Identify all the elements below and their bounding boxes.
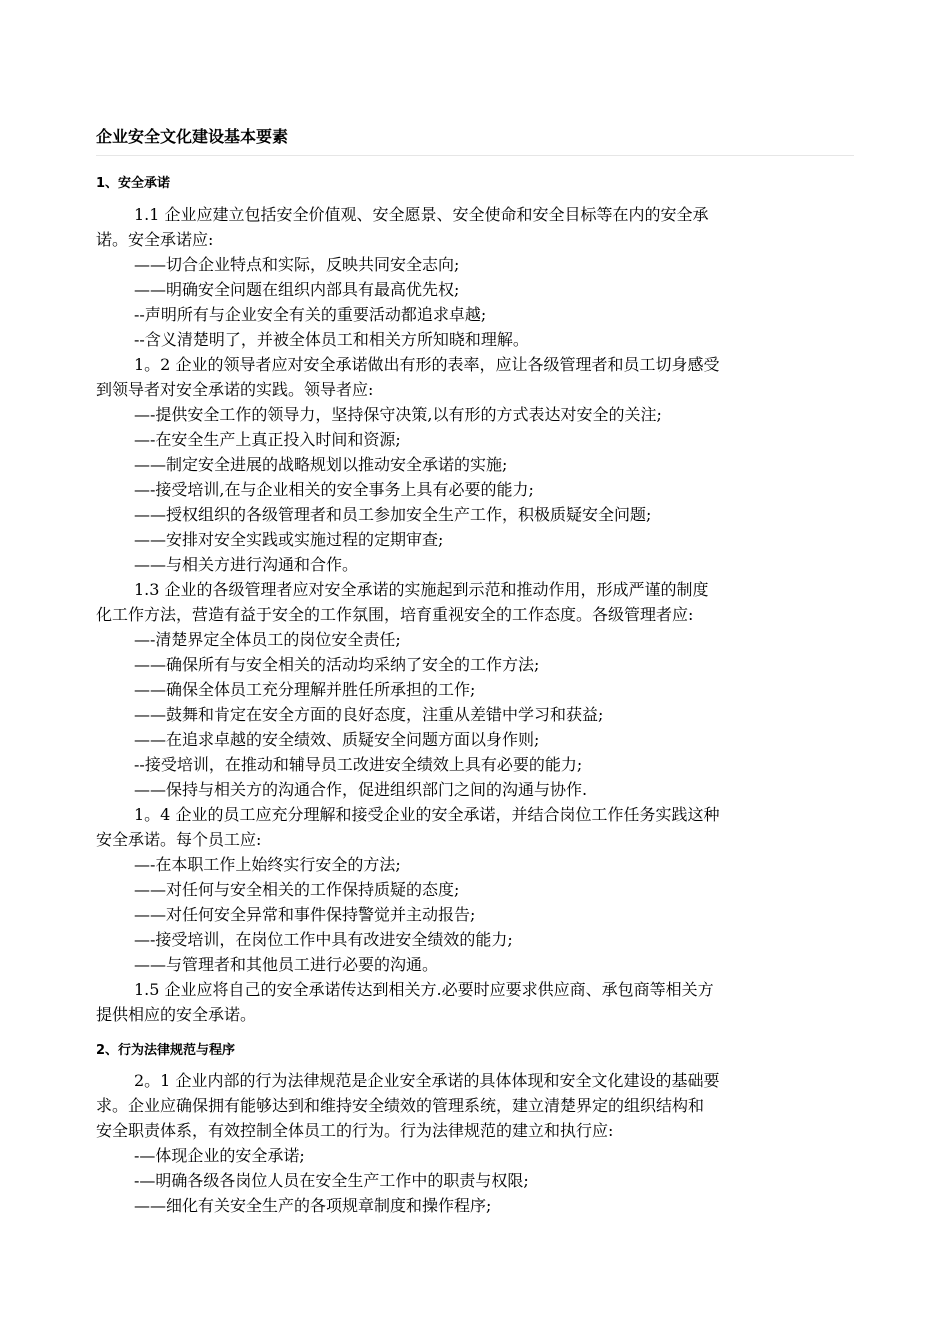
- list-item: ——与管理者和其他员工进行必要的沟通。: [134, 955, 439, 974]
- list-item: —-在安全生产上真正投入时间和资源;: [134, 430, 401, 449]
- paragraph-continuation: 安全职责体系，有效控制全体员工的行为。行为法律规范的建立和执行应:: [96, 1121, 614, 1140]
- paragraph-line: 1。4 企业的员工应充分理解和接受企业的安全承诺，并结合岗位工作任务实践这种: [134, 805, 720, 824]
- list-item: ——切合企业特点和实际，反映共同安全志向;: [134, 255, 460, 274]
- list-item: ——在追求卓越的安全绩效、质疑安全问题方面以身作则;: [134, 730, 540, 749]
- list-item: ——保持与相关方的沟通合作，促进组织部门之间的沟通与协作.: [134, 780, 588, 799]
- title-divider: [96, 155, 854, 156]
- list-item: —-在本职工作上始终实行安全的方法;: [134, 855, 401, 874]
- list-item: --接受培训，在推动和辅导员工改进安全绩效上具有必要的能力;: [134, 755, 583, 774]
- section-heading-2: 2、行为法律规范与程序: [96, 1043, 236, 1058]
- paragraph-line: 2。1 企业内部的行为法律规范是企业安全承诺的具体体现和安全文化建设的基础要: [134, 1071, 720, 1090]
- list-item: --声明所有与企业安全有关的重要活动都追求卓越;: [134, 305, 487, 324]
- list-item: ——鼓舞和肯定在安全方面的良好态度，注重从差错中学习和获益;: [134, 705, 604, 724]
- section-body-1: [96, 202, 856, 1027]
- paragraph-continuation: 安全承诺。每个员工应:: [96, 830, 262, 849]
- paragraph-continuation: 诺。安全承诺应:: [96, 230, 214, 249]
- list-item: ——授权组织的各级管理者和员工参加安全生产工作，积极质疑安全问题;: [134, 505, 652, 524]
- section-body-2: [96, 1068, 856, 1218]
- list-item: ——对任何安全异常和事件保持警觉并主动报告;: [134, 905, 476, 924]
- list-item: ——安排对安全实践或实施过程的定期审查;: [134, 530, 444, 549]
- list-item: -—体现企业的安全承诺;: [134, 1146, 305, 1165]
- list-item: ——制定安全进展的战略规划以推动安全承诺的实施;: [134, 455, 508, 474]
- list-item: ——细化有关安全生产的各项规章制度和操作程序;: [134, 1196, 492, 1215]
- list-item: ——确保所有与安全相关的活动均采纳了安全的工作方法;: [134, 655, 540, 674]
- list-item: —-接受培训,在与企业相关的安全事务上具有必要的能力;: [134, 480, 534, 499]
- paragraph-continuation: 求。企业应确保拥有能够达到和维持安全绩效的管理系统，建立清楚界定的组织结构和: [96, 1096, 705, 1115]
- list-item: -—明确各级各岗位人员在安全生产工作中的职责与权限;: [134, 1171, 529, 1190]
- paragraph-line: 1.5 企业应将自己的安全承诺传达到相关方.必要时应要求供应商、承包商等相关方: [134, 980, 714, 999]
- list-item: ——对任何与安全相关的工作保持质疑的态度;: [134, 880, 460, 899]
- paragraph-continuation: 化工作方法，营造有益于安全的工作氛围，培育重视安全的工作态度。各级管理者应:: [96, 605, 694, 624]
- list-item: —-清楚界定全体员工的岗位安全责任;: [134, 630, 401, 649]
- section-heading-1: 1、安全承诺: [96, 176, 171, 191]
- paragraph-line: 1。2 企业的领导者应对安全承诺做出有形的表率，应让各级管理者和员工切身感受: [134, 355, 720, 374]
- page-title: 企业安全文化建设基本要素: [96, 127, 289, 146]
- paragraph-line: 1.3 企业的各级管理者应对安全承诺的实施起到示范和推动作用，形成严谨的制度: [134, 580, 709, 599]
- list-item: ——与相关方进行沟通和合作。: [134, 555, 359, 574]
- paragraph-line: 1.1 企业应建立包括安全价值观、安全愿景、安全使命和安全目标等在内的安全承: [134, 205, 709, 224]
- list-item: —-接受培训，在岗位工作中具有改进安全绩效的能力;: [134, 930, 513, 949]
- paragraph-continuation: 提供相应的安全承诺。: [96, 1005, 257, 1024]
- paragraph-continuation: 到领导者对安全承诺的实践。领导者应:: [96, 380, 374, 399]
- list-item: --含义清楚明了，并被全体员工和相关方所知晓和理解。: [134, 330, 529, 349]
- list-item: —-提供安全工作的领导力，坚持保守决策,以有形的方式表达对安全的关注;: [134, 405, 662, 424]
- list-item: ——明确安全问题在组织内部具有最高优先权;: [134, 280, 460, 299]
- list-item: ——确保全体员工充分理解并胜任所承担的工作;: [134, 680, 476, 699]
